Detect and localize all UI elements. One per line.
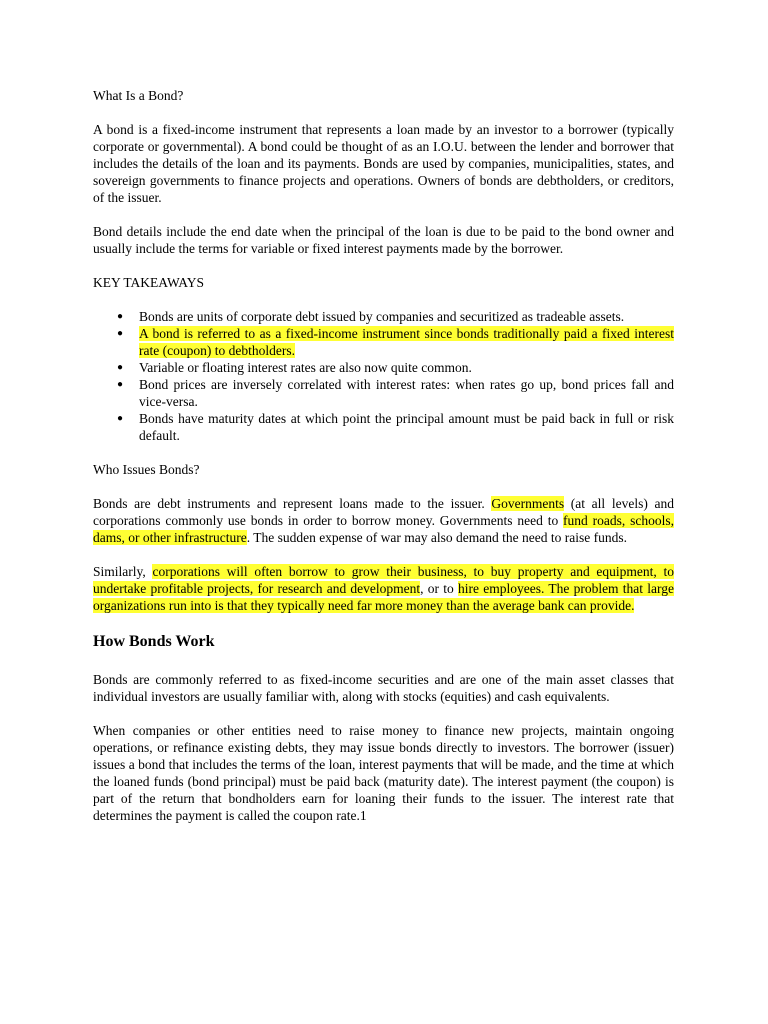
who-issues-paragraph xyxy=(93,495,674,546)
who-issues-heading: Who Issues Bonds? xyxy=(93,462,200,477)
bullet-text: Bond prices are inversely correlated with interest rates: when rates go up, bond prices fall and vice-versa. xyxy=(139,377,674,409)
list-item xyxy=(93,376,674,410)
bullet-text: Bonds are units of corporate debt issued by companies and securitized as tradeable assets. xyxy=(139,309,625,324)
list-item xyxy=(93,308,674,325)
bullet-text: Bonds have maturity dates at which point the principal amount must be paid back in full or risk default. xyxy=(139,411,674,443)
how-bonds-work-heading: How Bonds Work xyxy=(93,633,215,650)
bullet-icon: ● xyxy=(116,413,124,424)
fixed-income-paragraph: Bonds are commonly referred to as fixed-income securities and are one of the main asset classes that individual investors are usually familiar with, along with stocks (equities) and cash equivalents. xyxy=(93,672,674,704)
highlight-corporations: corporations will often borrow to grow their business, to buy property and equipment, to undertake profitable projects, for research and development xyxy=(93,564,674,596)
highlight-infrastructure: fund roads, schools, dams, or other infrastructure xyxy=(93,513,674,545)
list-item xyxy=(93,325,674,359)
text-run: (at all levels) and corporations commonly use bonds in order to borrow money. Governments need to xyxy=(93,496,674,528)
text-run: Bonds are debt instruments and represent loans made to the issuer. xyxy=(93,496,492,511)
key-takeaways-list xyxy=(93,308,674,444)
corporations-paragraph xyxy=(93,563,674,614)
text-run: Similarly, xyxy=(93,564,153,579)
bullet-icon: ● xyxy=(116,379,124,390)
bullet-text: Variable or floating interest rates are also now quite common. xyxy=(139,360,472,375)
bullet-icon: ● xyxy=(116,311,124,322)
list-item xyxy=(93,410,674,444)
bullet-text-highlighted: A bond is referred to as a fixed-income instrument since bonds traditionally paid a fixed interest rate (coupon) to debtholders. xyxy=(139,326,674,358)
text-run: , or to xyxy=(420,581,459,596)
bullet-icon: ● xyxy=(116,328,124,339)
highlight-governments: Governments xyxy=(491,496,565,511)
key-takeaways-label: KEY TAKEAWAYS xyxy=(93,275,204,290)
document-page xyxy=(93,87,674,824)
bullet-icon: ● xyxy=(116,362,124,373)
doc-title: What Is a Bond? xyxy=(93,88,184,103)
issuing-bonds-paragraph: When companies or other entities need to raise money to finance new projects, maintain ongoing operations, or refinance existing debts, they may issue bonds directly to investors. The borrower (issuer) issues a bond that includes the terms of the loan, interest payments that will be made, and the time at which the loaned funds (bond principal) must be paid back (maturity date). The interest payment (the coupon) is part of the return that bondholders earn for loaning their funds to the issuer. The interest rate that determines the payment is called the coupon rate.1 xyxy=(93,723,674,823)
list-item xyxy=(93,359,674,376)
bond-details-paragraph: Bond details include the end date when the principal of the loan is due to be paid to the bond owner and usually include the terms for variable or fixed interest payments made by the borrower. xyxy=(93,224,674,256)
intro-paragraph: A bond is a fixed-income instrument that represents a loan made by an investor to a borrower (typically corporate or governmental). A bond could be thought of as an I.O.U. between the lender and borrower that includes the details of the loan and its payments. Bonds are used by companies, municipalities, states, and sovereign governments to finance projects and operations. Owners of bonds are debtholders, or creditors, of the issuer. xyxy=(93,122,674,205)
highlight-hire-employees: hire employees. The problem that large organizations run into is that they typically need far more money than the average bank can provide. xyxy=(93,581,675,613)
text-run: . The sudden expense of war may also demand the need to raise funds. xyxy=(246,530,627,545)
